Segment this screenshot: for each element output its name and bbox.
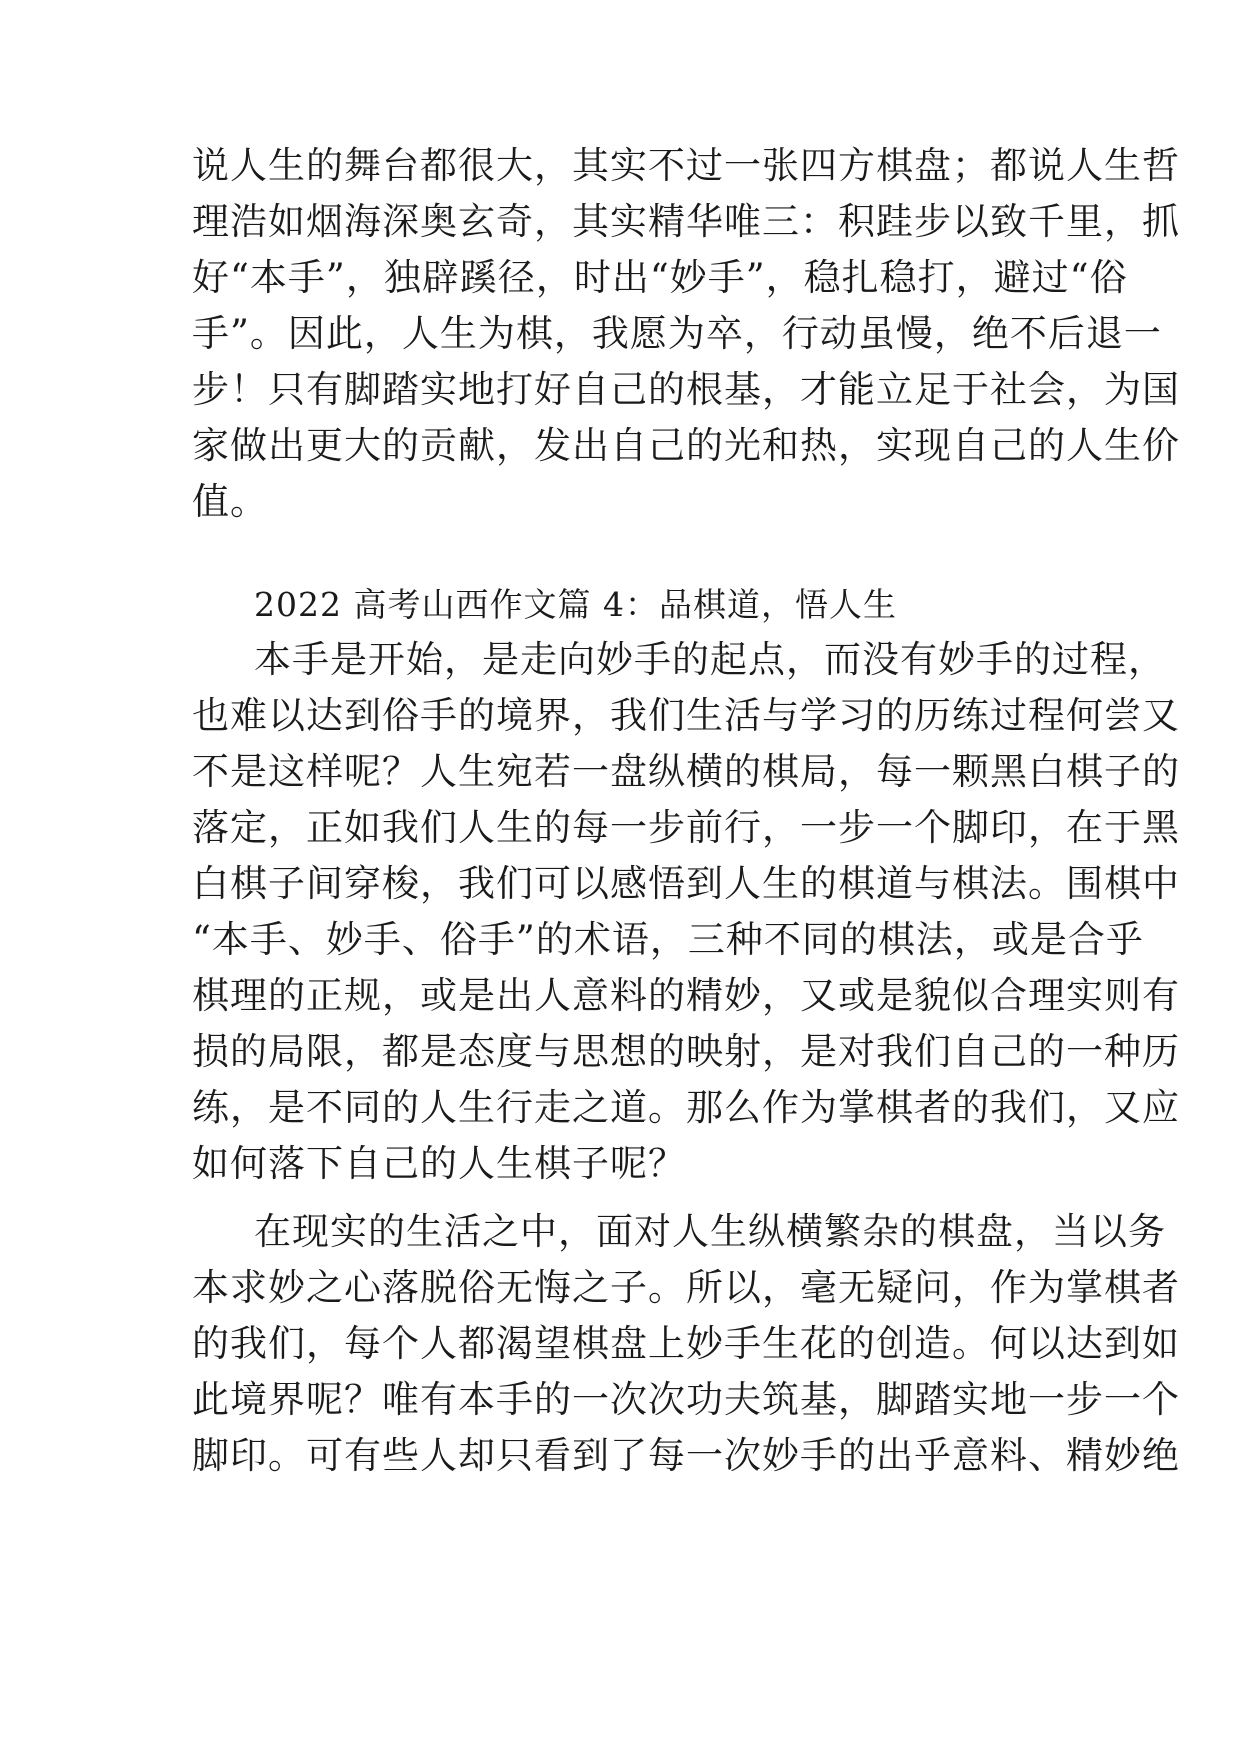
text-line: 此境界呢？唯有本手的一次次功夫筑基，脚踏实地一步一个 (192, 1378, 1180, 1421)
text-line: 也难以达到俗手的境界，我们生活与学习的历练过程何尝又 (192, 694, 1180, 737)
text-line: 的我们，每个人都渴望棋盘上妙手生花的创造。何以达到如 (192, 1322, 1180, 1365)
text-line: “本手、妙手、俗手”的术语，三种不同的棋法，或是合乎 (192, 918, 1144, 961)
text-line: 家做出更大的贡献，发出自己的光和热，实现自己的人生价 (192, 424, 1180, 467)
text-line: 值。 (192, 480, 268, 523)
text-line: 好“本手”，独辟蹊径，时出“妙手”，稳扎稳打，避过“俗 (192, 256, 1128, 299)
text-line: 不是这样呢？人生宛若一盘纵横的棋局，每一颗黑白棋子的 (192, 750, 1180, 793)
text-line: 损的局限，都是态度与思想的映射，是对我们自己的一种历 (192, 1030, 1180, 1073)
text-line: 白棋子间穿梭，我们可以感悟到人生的棋道与棋法。围棋中 (192, 862, 1180, 905)
text-line: 说人生的舞台都很大，其实不过一张四方棋盘；都说人生哲 (192, 144, 1180, 187)
text-line: 理浩如烟海深奥玄奇，其实精华唯三：积跬步以致千里，抓 (192, 200, 1180, 243)
text-line: 脚印。可有些人却只看到了每一次妙手的出乎意料、精妙绝 (192, 1434, 1180, 1477)
text-line: 步！只有脚踏实地打好自己的根基，才能立足于社会，为国 (192, 368, 1180, 411)
text-line: 本求妙之心落脱俗无悔之子。所以，毫无疑问，作为掌棋者 (192, 1266, 1180, 1309)
text-line: 练，是不同的人生行走之道。那么作为掌棋者的我们，又应 (192, 1086, 1180, 1129)
text-line: 手”。因此，人生为棋，我愿为卒，行动虽慢，绝不后退一 (192, 312, 1162, 355)
text-line: 在现实的生活之中，面对人生纵横繁杂的棋盘，当以务 (254, 1210, 1166, 1253)
text-line: 如何落下自己的人生棋子呢？ (192, 1142, 686, 1185)
text-line: 棋理的正规，或是出人意料的精妙，又或是貌似合理实则有 (192, 974, 1180, 1017)
text-line: 本手是开始，是走向妙手的起点，而没有妙手的过程， (254, 638, 1166, 681)
section-heading: 2022 高考山西作文篇 4：品棋道，悟人生 (254, 585, 897, 624)
text-line: 落定，正如我们人生的每一步前行，一步一个脚印，在于黑 (192, 806, 1180, 849)
